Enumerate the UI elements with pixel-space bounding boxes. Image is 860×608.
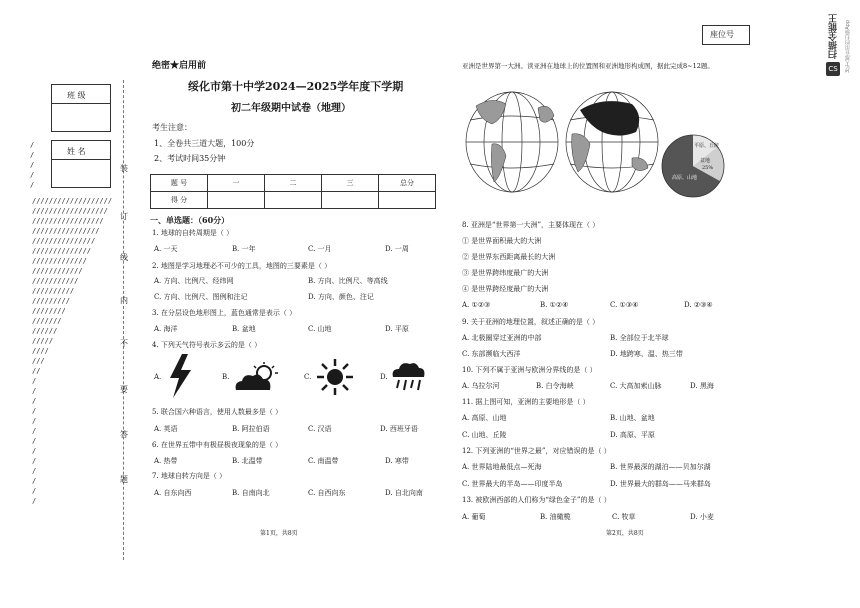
statement: ④ 是世界跨经度最广的大洲 bbox=[462, 285, 549, 293]
statement: ③ 是世界跨纬度最广的大洲 bbox=[462, 269, 549, 277]
option: A. 英语 bbox=[154, 425, 178, 433]
sun-icon bbox=[316, 358, 354, 396]
option: B. bbox=[222, 373, 230, 381]
question: 10. 下列不属于亚洲与欧洲分界线的是（ ） bbox=[462, 366, 597, 374]
score-cell bbox=[322, 192, 379, 209]
statement: ① 是世界面积最大的大洲 bbox=[462, 237, 542, 245]
option: A. 高原、山地 bbox=[462, 414, 507, 422]
partly-cloudy-icon bbox=[232, 362, 282, 392]
option: D. 高原、平原 bbox=[610, 431, 655, 439]
score-header-cell: 总分 bbox=[379, 175, 436, 192]
scanner-logo-icon: CS bbox=[826, 62, 840, 76]
option: A. 一天 bbox=[154, 245, 178, 253]
option: B. 世界最深的湖泊——贝加尔湖 bbox=[610, 463, 711, 471]
option: D. 一周 bbox=[385, 245, 409, 253]
class-label: 班 级 bbox=[67, 91, 86, 100]
option: C. 南温带 bbox=[308, 457, 339, 465]
question: 7. 地球自转方向是（ ） bbox=[152, 472, 227, 480]
option: D. 西班牙语 bbox=[380, 425, 418, 433]
question: 3. 在分层设色地形图上，蓝色通常是表示（ ） bbox=[152, 309, 297, 317]
map-intro: 亚洲是世界第一大洲。读亚洲在地球上的位置图和亚洲地形构成图，据此完成8~12题。 bbox=[462, 62, 714, 70]
option: D. bbox=[380, 373, 388, 381]
page-footer: 第2页，共8页 bbox=[606, 530, 644, 537]
option: B. 全部位于北半球 bbox=[610, 334, 669, 342]
option: D. ②③④ bbox=[684, 301, 713, 309]
seat-number-label: 座位号 bbox=[710, 30, 734, 39]
option: C. 方向、比例尺、图例和注记 bbox=[154, 293, 248, 301]
seal-char: 订 bbox=[120, 212, 128, 221]
option: C. ①③④ bbox=[610, 301, 639, 309]
seal-slashes: /////////////////// ////////////////// ///////////////// //////////////// /////////////// ////////////// ///////////// //////////// /////////// ////////// ///////// //////// /////// ////// ///// //// /// // / / / / / / / / / / / / / bbox=[32, 197, 113, 505]
pie-label: 平原、丘陵 bbox=[694, 143, 720, 149]
seal-char: 不 bbox=[120, 339, 128, 348]
pie-value: 25% bbox=[702, 165, 714, 171]
option: C. 大高加索山脉 bbox=[610, 382, 662, 390]
question: 1. 地球的自转周期是（ ） bbox=[152, 229, 234, 237]
option: B. 白令海峡 bbox=[536, 382, 574, 390]
option: B. ①②④ bbox=[540, 301, 569, 309]
page-footer: 第1页，共8页 bbox=[260, 530, 298, 537]
question: 8. 亚洲是“世界第一大洲”，主要体现在（ ） bbox=[462, 221, 600, 229]
question: 5. 联合国六种语言，使用人数最多是（ ） bbox=[152, 408, 283, 416]
score-header-cell: 三 bbox=[322, 175, 379, 192]
option: C. 山地、丘陵 bbox=[462, 431, 507, 439]
option: A. ①②③ bbox=[462, 301, 491, 309]
option: A. 北极圈穿过亚洲的中部 bbox=[462, 334, 542, 342]
score-header-cell: 一 bbox=[208, 175, 265, 192]
question: 2. 地图是学习地理必不可少的工具，地图的三要素是（ ） bbox=[152, 262, 332, 270]
name-label: 姓 名 bbox=[67, 147, 86, 156]
notes-item: 1、全卷共三道大题，100分 bbox=[154, 139, 255, 148]
seal-char: 要 bbox=[120, 385, 128, 394]
option: B. 油橄榄 bbox=[540, 513, 571, 521]
exam-subtitle: 初二年级期中试卷（地理） bbox=[231, 103, 351, 114]
scanner-brand: 扫描全能王 bbox=[829, 14, 839, 59]
option: B. 阿拉伯语 bbox=[232, 425, 270, 433]
option: C. 世界最大的半岛——印度半岛 bbox=[462, 480, 563, 488]
option: B. 山地、盆地 bbox=[610, 414, 655, 422]
score-table bbox=[150, 174, 436, 209]
score-cell: 得 分 bbox=[151, 192, 208, 209]
pie-label: 盆地 bbox=[700, 158, 711, 164]
option: A. 自东向西 bbox=[154, 489, 192, 497]
option: A. 乌拉尔河 bbox=[462, 382, 500, 390]
option: D. 世界最大的群岛——马来群岛 bbox=[610, 480, 711, 488]
option: B. 北温带 bbox=[232, 457, 263, 465]
option: C. 牧草 bbox=[612, 513, 636, 521]
globe-map-figure bbox=[462, 86, 662, 198]
option: D. 方向、颜色、注记 bbox=[308, 293, 374, 301]
score-header-cell: 二 bbox=[265, 175, 322, 192]
score-cell bbox=[208, 192, 265, 209]
option: D. 寒带 bbox=[385, 457, 409, 465]
pie-label: 高原、山地 bbox=[672, 175, 698, 181]
option: D. 平原 bbox=[385, 325, 409, 333]
seal-char: 答 bbox=[120, 430, 128, 439]
question: 6. 在世界五带中有极昼极夜现象的是（ ） bbox=[152, 441, 283, 449]
option: D. 小麦 bbox=[690, 513, 714, 521]
exam-title: 绥化市第十中学2024—2025学年度下学期 bbox=[188, 80, 404, 93]
seal-slashes-top: / / / / / bbox=[30, 141, 35, 189]
rain-icon bbox=[390, 360, 426, 392]
section-heading: 一、单选题：（60分） bbox=[150, 215, 230, 225]
notes-heading: 考生注意： bbox=[152, 123, 192, 132]
option: C. 山地 bbox=[308, 325, 332, 333]
option: C. 汉语 bbox=[308, 425, 332, 433]
seal-char: 装 bbox=[120, 164, 128, 173]
option: B. 一年 bbox=[232, 245, 256, 253]
seal-char: 线 bbox=[120, 253, 128, 262]
score-cell bbox=[379, 192, 436, 209]
option: B. 盆地 bbox=[232, 325, 256, 333]
option: A. 世界陆地最低点—死海 bbox=[462, 463, 542, 471]
option: D. 自北向南 bbox=[385, 489, 423, 497]
option: D. 地跨寒、温、热三带 bbox=[610, 350, 683, 358]
question: 12. 下列亚洲的“世界之最”，对应错误的是（ ） bbox=[462, 447, 611, 455]
lightning-icon bbox=[166, 354, 194, 398]
option: A. bbox=[154, 373, 162, 381]
score-cell bbox=[265, 192, 322, 209]
question: 4. 下列天气符号表示多云的是（ ） bbox=[152, 341, 262, 349]
option: D. 黑海 bbox=[690, 382, 714, 390]
option: C. 一月 bbox=[308, 245, 332, 253]
question: 9. 关于亚洲的地理位置，叙述正确的是（ ） bbox=[462, 318, 600, 326]
option: C. 自西向东 bbox=[308, 489, 346, 497]
option: A. 热带 bbox=[154, 457, 178, 465]
seal-char: 内 bbox=[120, 296, 128, 305]
question: 11. 据上图可知，亚洲的主要地形是（ ） bbox=[462, 398, 590, 406]
question: 13. 被欧洲西部的人们称为“绿色金子”的是（ ） bbox=[462, 496, 611, 504]
option: A. 葡萄 bbox=[462, 513, 486, 521]
score-header-cell: 题 号 bbox=[151, 175, 208, 192]
scanner-tagline: 3亿人都在用的扫描App bbox=[845, 20, 851, 73]
option: B. 方向、比例尺、等高线 bbox=[308, 277, 388, 285]
notes-item: 2、考试时间35分钟 bbox=[154, 154, 226, 163]
seal-char: 题 bbox=[120, 475, 128, 484]
seal-line bbox=[123, 80, 124, 560]
confidential-mark: 绝密★启用前 bbox=[152, 61, 207, 71]
option: C. bbox=[304, 373, 312, 381]
option: A. 海洋 bbox=[154, 325, 178, 333]
statement: ② 是世界东西距离最长的大洲 bbox=[462, 253, 556, 261]
option: A. 方向、比例尺、经纬网 bbox=[154, 277, 234, 285]
option: C. 东部濒临大西洋 bbox=[462, 350, 521, 358]
option: B. 自南向北 bbox=[232, 489, 270, 497]
